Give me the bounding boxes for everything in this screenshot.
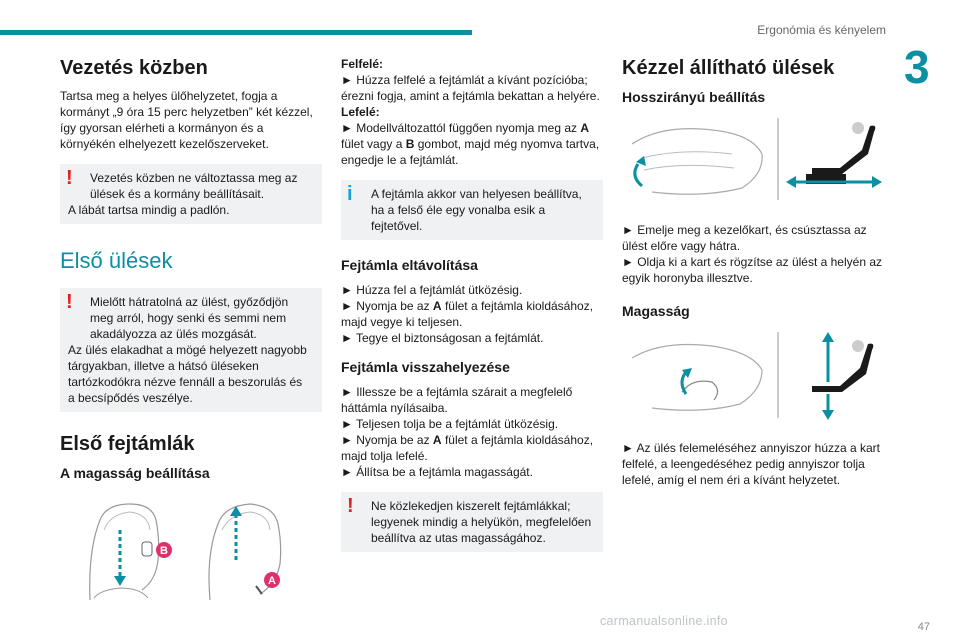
heading-longitudinal: Hosszirányú beállítás — [622, 89, 766, 105]
headrest-illustration — [60, 490, 322, 602]
warning-exclamation-icon: ! — [66, 167, 73, 189]
refit-step-4: ► Állítsa be a fejtámla magasságát. — [341, 465, 533, 479]
watermark: carmanualsonline.info — [600, 614, 728, 628]
longitudinal-illustration — [622, 114, 884, 202]
warning-text: Mielőtt hátratolná az ülést, győződjön meg arról, hogy senki és semmi nem akadályozza az ülés mozgását. — [90, 295, 289, 341]
down-text: ► Modellváltozattól függően nyomja meg az A fület vagy a B gombot, majd még nyomva tartva, engedje le a fejtámlát. — [341, 121, 600, 167]
heading-headrests: Első fejtámlák — [60, 433, 195, 455]
para-driving: Tartsa meg a helyes ülőhelyzetet, fogja a kormányt „9 óra 15 perc helyzetben” két kézzel, így gyorsan elérheti a kormányon és a környékén elhelyezett kezelőszerveket. — [60, 89, 313, 151]
heading-height-adjust: A magasság beállítása — [60, 465, 210, 481]
warning-box-driving — [60, 164, 322, 224]
heading-refit: Fejtámla visszahelyezése — [341, 359, 510, 375]
up-title: Felfelé: — [341, 57, 384, 71]
refit-step-3: ► Nyomja be az A fület a fejtámla kioldásához, majd tolja lefelé. — [341, 433, 594, 463]
warning-exclamation-icon: ! — [66, 291, 73, 313]
longitudinal-step-1: ► Emelje meg a kezelőkart, és csúsztassa az ülést előre vagy hátra. — [622, 223, 867, 253]
info-text: A fejtámla akkor van helyesen beállítva, ha a felső éle egy vonalba esik a fejtetővel. — [371, 187, 582, 233]
info-icon: i — [347, 183, 353, 205]
heading-remove: Fejtámla eltávolítása — [341, 257, 478, 273]
heading-seat-height: Magasság — [622, 303, 690, 319]
down-title: Lefelé: — [341, 105, 380, 119]
warning-text: Az ülés elakadhat a mögé helyezett nagyobb tárgyakban, illetve a hátsó üléseken tartózkodókra nézve fennáll a beszorulás és a becsípődés veszélye. — [68, 343, 307, 405]
height-step-1: ► Az ülés felemeléséhez annyiszor húzza a kart felfelé, a leengedéséhez pedig annyiszor tolja lefelé, amíg el nem éri a kívánt helyzetet. — [622, 441, 881, 487]
heading-driving: Vezetés közben — [60, 57, 208, 79]
warning-text: A lábát tartsa mindig a padlón. — [68, 203, 230, 217]
warning-exclamation-icon: ! — [347, 495, 354, 517]
remove-step-2: ► Nyomja be az A fület a fejtámla kioldásához, majd vegye ki teljesen. — [341, 299, 594, 329]
warning-box-seats — [60, 288, 322, 412]
page-number: 47 — [917, 621, 930, 633]
heading-front-seats: Első ülések — [60, 248, 173, 273]
height-illustration — [622, 328, 884, 420]
warning-box-headrest — [341, 492, 603, 552]
remove-step-3: ► Tegye el biztonságosan a fejtámlát. — [341, 331, 544, 345]
warning-text: Vezetés közben ne változtassa meg az ülések és a kormány beállításait. — [90, 171, 298, 201]
header-accent-bar — [0, 30, 472, 35]
refit-step-1: ► Illessze be a fejtámla szárait a megfelelő háttámla nyílásaiba. — [341, 385, 573, 415]
heading-manual-seats: Kézzel állítható ülések — [622, 57, 835, 79]
warning-text: Ne közlekedjen kiszerelt fejtámlákkal; legyenek mindig a helyükön, megfelelően beállítva az utas magasságához. — [371, 499, 592, 545]
chapter-number: 3 — [904, 41, 930, 93]
column-1 — [60, 56, 322, 602]
label-a: A — [268, 575, 276, 587]
up-text: ► Húzza felfelé a fejtámlát a kívánt pozícióba; érezni fogja, amint a fejtámla bekattan a helyére. — [341, 73, 600, 103]
remove-step-1: ► Húzza fel a fejtámlát ütközésig. — [341, 283, 523, 297]
section-title: Ergonómia és kényelem — [757, 23, 886, 37]
column-3 — [622, 56, 884, 488]
refit-step-2: ► Teljesen tolja be a fejtámlát ütközésig. — [341, 417, 559, 431]
column-2 — [341, 56, 603, 552]
longitudinal-step-2: ► Oldja ki a kart és rögzítse az ülést a helyén az egyik horonyba illesztve. — [622, 255, 882, 285]
label-b: B — [160, 545, 168, 557]
info-box — [341, 180, 603, 240]
